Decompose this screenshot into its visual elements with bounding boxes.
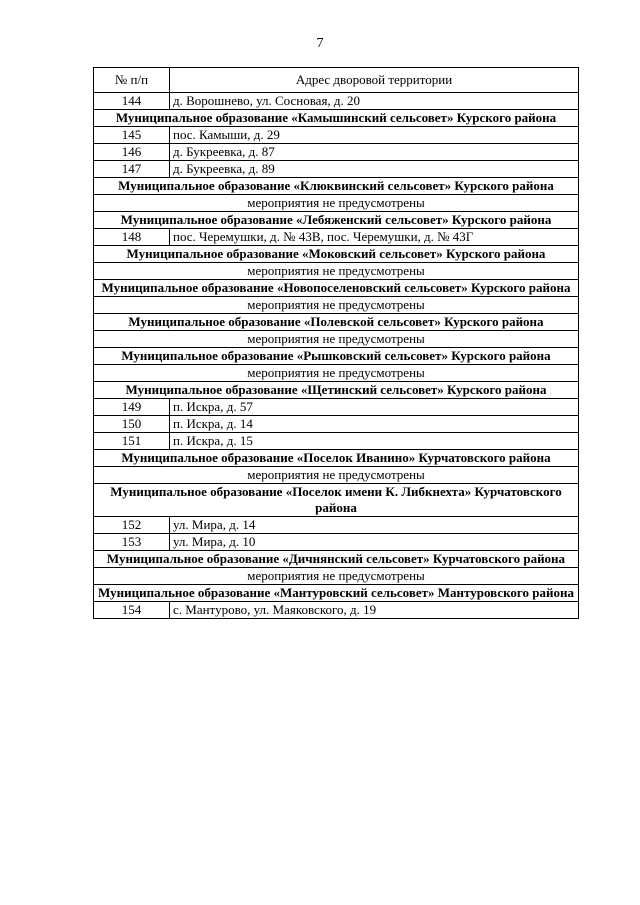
municipality-row (94, 382, 579, 399)
row-number: 146 (94, 144, 170, 161)
municipality-row (94, 212, 579, 229)
table-body (94, 93, 579, 619)
municipality-row (94, 484, 579, 517)
municipality-heading: Муниципальное образование «Новопоселеновский сельсовет» Курского района (94, 280, 579, 297)
no-measures-note: мероприятия не предусмотрены (94, 297, 579, 314)
row-address: с. Мантурово, ул. Маяковского, д. 19 (170, 602, 579, 619)
table-row (94, 517, 579, 534)
row-number: 151 (94, 433, 170, 450)
note-row (94, 467, 579, 484)
no-measures-note: мероприятия не предусмотрены (94, 331, 579, 348)
municipality-heading: Муниципальное образование «Щетинский сельсовет» Курского района (94, 382, 579, 399)
municipality-row (94, 348, 579, 365)
table-row (94, 416, 579, 433)
note-row (94, 365, 579, 382)
no-measures-note: мероприятия не предусмотрены (94, 263, 579, 280)
table-row (94, 602, 579, 619)
row-number: 153 (94, 534, 170, 551)
row-address: ул. Мира, д. 10 (170, 534, 579, 551)
municipality-heading: Муниципальное образование «Лебяженский сельсовет» Курского района (94, 212, 579, 229)
municipality-heading: Муниципальное образование «Камышинский сельсовет» Курского района (94, 110, 579, 127)
municipality-heading: Муниципальное образование «Мантуровский сельсовет» Мантуровского района (94, 585, 579, 602)
note-row (94, 568, 579, 585)
note-row (94, 297, 579, 314)
row-number: 145 (94, 127, 170, 144)
no-measures-note: мероприятия не предусмотрены (94, 365, 579, 382)
municipality-heading: Муниципальное образование «Поселок имени К. Либкнехта» Курчатовского района (94, 484, 579, 517)
row-address: пос. Камыши, д. 29 (170, 127, 579, 144)
table-row (94, 127, 579, 144)
address-table (93, 67, 579, 619)
municipality-heading: Муниципальное образование «Моковский сельсовет» Курского района (94, 246, 579, 263)
row-address: д. Ворошнево, ул. Сосновая, д. 20 (170, 93, 579, 110)
table-row (94, 161, 579, 178)
municipality-row (94, 314, 579, 331)
row-address: пос. Черемушки, д. № 43В, пос. Черемушки, д. № 43Г (170, 229, 579, 246)
table-row (94, 399, 579, 416)
municipality-row (94, 110, 579, 127)
row-number: 150 (94, 416, 170, 433)
note-row (94, 331, 579, 348)
no-measures-note: мероприятия не предусмотрены (94, 467, 579, 484)
municipality-row (94, 585, 579, 602)
table-row (94, 144, 579, 161)
table-row (94, 229, 579, 246)
table-header-row (94, 68, 579, 93)
page-number: 7 (316, 36, 324, 51)
row-address: ул. Мира, д. 14 (170, 517, 579, 534)
municipality-heading: Муниципальное образование «Дичнянский сельсовет» Курчатовского района (94, 551, 579, 568)
municipality-heading: Муниципальное образование «Рышковский сельсовет» Курского района (94, 348, 579, 365)
row-number: 152 (94, 517, 170, 534)
header-address: Адрес дворовой территории (170, 68, 579, 93)
row-address: п. Искра, д. 15 (170, 433, 579, 450)
no-measures-note: мероприятия не предусмотрены (94, 568, 579, 585)
municipality-row (94, 280, 579, 297)
row-address: п. Искра, д. 14 (170, 416, 579, 433)
row-address: д. Букреевка, д. 89 (170, 161, 579, 178)
note-row (94, 263, 579, 280)
row-number: 147 (94, 161, 170, 178)
row-address: п. Искра, д. 57 (170, 399, 579, 416)
municipality-row (94, 551, 579, 568)
no-measures-note: мероприятия не предусмотрены (94, 195, 579, 212)
row-number: 144 (94, 93, 170, 110)
table-row (94, 433, 579, 450)
municipality-heading: Муниципальное образование «Полевской сельсовет» Курского района (94, 314, 579, 331)
note-row (94, 195, 579, 212)
row-number: 148 (94, 229, 170, 246)
table-row (94, 93, 579, 110)
municipality-row (94, 246, 579, 263)
municipality-row (94, 450, 579, 467)
row-number: 149 (94, 399, 170, 416)
municipality-row (94, 178, 579, 195)
municipality-heading: Муниципальное образование «Поселок Иванино» Курчатовского района (94, 450, 579, 467)
municipality-heading: Муниципальное образование «Клюквинский сельсовет» Курского района (94, 178, 579, 195)
header-number: № п/п (94, 68, 170, 93)
table-row (94, 534, 579, 551)
row-number: 154 (94, 602, 170, 619)
row-address: д. Букреевка, д. 87 (170, 144, 579, 161)
